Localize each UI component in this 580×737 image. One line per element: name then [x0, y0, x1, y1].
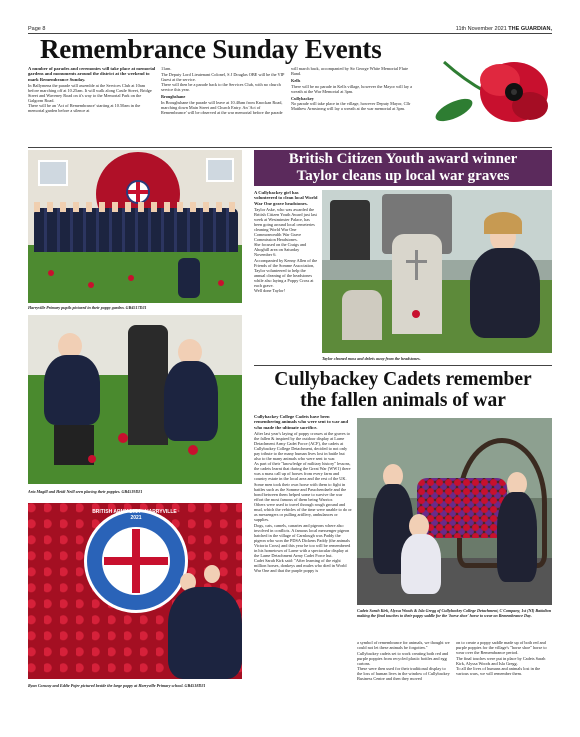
remembrance-col-2: [161, 66, 286, 144]
cadets-paragraph: on to create a poppy saddle made up of both red and purple poppies for the village's "horse shoe" horse to wear over the Remembrance period.: [456, 640, 547, 655]
wreath-lettering: BRITISH ARMY 1914 · HARRYVILLE · 2021: [92, 509, 180, 521]
cadets-paragraph: Some men took their own horse with them to fight in battles such as the Somme and Passchendaele and the bond between them helped some to survive the war effort the most famous of them being Warrior.: [254, 481, 347, 502]
remembrance-paragraph: There will be no parade in Kells village, however the Mayor will lay a wreath at the War Memorial at 3pm.: [291, 83, 412, 94]
subhead-cullybackey: Cullybackey: [291, 95, 314, 101]
photo-cadets-saddle: [357, 418, 552, 605]
cadets-paragraph: To all the lives of humans and animals lost in the various wars, we will remember them.: [456, 666, 541, 676]
section-rule: [254, 365, 552, 366]
taylor-headline-line1: British Citizen Youth award winner: [288, 151, 518, 167]
pupil-uniform: [164, 361, 218, 441]
cadets-headline-line1: Cullybackey Cadets remember: [274, 369, 532, 390]
page-header-right: [456, 26, 552, 32]
cadet-uniform: [401, 534, 441, 594]
cadets-paragraph: Dogs, cats, camels, canaries and pigeons where also involved in conflicts. A famous local messenger pigeon hatched in the village of Carnlough was Paddy the pigeon who won the PDSA Dickens Paddy (the animals Victoria Cross) and this year he too will be remembered in his hometown of Larne with a spectacular display at the Larne Detachment Army Cadet Force hut.: [254, 522, 351, 558]
remembrance-paragraph: There will be an 'Act of Remembrance' starting at 10.50am in the memorial garden before a silence at: [28, 103, 141, 114]
remembrance-lead: A number of parades and ceremonies will take place at memorial gardens and monuments around the district at the weekend to mark Remembrance Sunday.: [28, 66, 156, 82]
remembrance-paragraph: In Broughshane the parade will leave at 10.40am from Knockan Road, marching down Main Street and Church Entry. An 'Act of Remembrance' will be observed at the war memorial before the parade: [161, 99, 283, 115]
photo-large-poppy: [28, 503, 242, 679]
remembrance-paragraph: There will then be a parade back to the Services Club, with no church service this year.: [161, 82, 281, 92]
taylor-headline-line2: Taylor cleans up local war graves: [296, 168, 510, 184]
cadets-col-2: [357, 640, 451, 720]
remembrance-col-3: [291, 66, 417, 144]
remembrance-paragraph: 11am.: [161, 66, 172, 71]
masthead-name: THE GUARDIAN,: [508, 26, 552, 32]
remembrance-col-1: [28, 66, 156, 144]
photo-poppy-garden: [28, 150, 242, 303]
pupils-uniform: [168, 587, 242, 679]
subhead-broughshane: Broughshane: [161, 94, 186, 99]
section-rule: [28, 147, 552, 148]
issue-date: 11th November 2021: [455, 26, 507, 32]
remembrance-paragraph: The Deputy Lord Lieutenant Colonel, S J Douglas OBE will be the VIP Guest at the service.: [161, 71, 285, 82]
cadets-col-3: [456, 640, 552, 720]
cadets-paragraph: As part of their "knowledge of military history" lessons, the cadets learnt that during the Great War (WW1) there was a mass call up of horses from every farm and country estate in the local area and the rest of the UK.: [254, 461, 351, 482]
photo-aria-heidi: [28, 315, 242, 484]
cadets-paragraph: Cadet Sarah Kirk said: "After learning of the eight million horses, donkeys and mules who died in World War One and that the purple poppy is: [254, 558, 347, 574]
boy-face: [204, 565, 220, 583]
cadets-paragraph: After last year's laying of poppy crosses at the graves to the fallen & inspired by the outdoor display at Larne Detachment Army Cadet Force (ACF), the cadets at Cullybackey College Detachment, decided to not only pay tribute to the many human lives lost in battle but also to the many animals who were sent to war.: [254, 430, 350, 461]
poppy-saddle: [417, 478, 507, 538]
poppy-illustration: [424, 40, 552, 140]
cadets-lead: Cullybackey College Cadets have been remembering animals who were sent to war and who made the ultimate sacrifice.: [254, 414, 349, 430]
group-of-pupils: [34, 208, 238, 252]
cadets-headline: [254, 369, 552, 411]
subhead-kells: Kells: [291, 78, 301, 83]
remembrance-paragraph: No parade will take place in the village, however Deputy Mayor, Cllr Matthew Armstrong will lay a wreath at the war memorial at 3pm.: [291, 101, 411, 111]
remembrance-paragraph: will march back, accompanied by Sir George White Memorial Flute Band.: [291, 66, 409, 76]
taylor-lead: A Cullybackey girl has volunteered to clean local World War One grave headstones.: [254, 190, 318, 206]
taylor-headline-banner: [254, 150, 552, 186]
taylor-paragraph: Taylor Aske, who was awarded the British Citizen Youth Award just last week at Westminster Palace, has been going around local cemeteries cleaning World War One Commonwealth War Grave Commission Headstones.: [254, 206, 317, 242]
taylor-jacket: [470, 248, 540, 338]
caption-poppy-garden: Harryville Primary pupils pictured in their poppy garden. GB4517D21: [28, 305, 147, 310]
taylor-body: [254, 190, 318, 362]
cadets-paragraph: a symbol of remembrance for animals, we thought we could not let these animals be forgotten.": [357, 640, 450, 650]
cadets-headline-line2: the fallen animals of war: [300, 390, 506, 411]
soldier-silhouette: [128, 325, 168, 445]
remembrance-paragraph: In Ballymena the parade will assemble at the Services Club at 10am before marching off at 10.25am. It will walk along Castle Street, Bridge Street and Waveney Road on it's way to the Memorial Park on the Galgorm Road.: [28, 82, 152, 103]
cadets-paragraph: Cullybackey cadets set to work creating both red and purple poppies from recycled plastic bottles and egg cartons.: [357, 650, 449, 666]
pupil-uniform: [44, 355, 100, 425]
poppy-drawing: [424, 40, 552, 140]
cadet-uniform: [497, 492, 537, 582]
photo-taylor-graves: [322, 190, 552, 353]
cleaned-headstone: [392, 234, 442, 334]
caption-large-poppy: Ryan Conway and Eddie Pojer pictured beside the large poppy at Harryville Primary school. GB4518D21: [28, 683, 206, 688]
grass: [28, 245, 242, 303]
cadets-paragraph: Others were used to travel through rough ground and mud, which the vehicles of the time were unable to do or as messengers or pulling artillery, ambulances or supplies.: [254, 502, 352, 523]
caption-cadets: Cadets Sarah Kirk, Alyssa Woods & Isla Gregg of Cullybackey College Detachment, C Company, 1st (NI) Battalion making the final touches to their poppy saddle for the 'horse shoe' horse to wear on Remembrance Day.: [357, 608, 552, 618]
page-number: Page 8: [28, 26, 46, 32]
caption-taylor: Taylor cleaned moss and debris away from the headstones.: [322, 356, 421, 361]
taylor-paragraph: She focused on the Craigs and Ahoghill area on Saturday November 6.: [254, 242, 307, 258]
taylor-paragraph: Accompanied by Kenny Allen of the Friends of the Somme Association, Taylor volunteered to help the annual cleaning of the headstones while also laying a Poppy Cross at each grave.: [254, 257, 318, 288]
dark-headstone: [330, 200, 370, 260]
caption-aria-heidi: Aria Magill and Heidi Neill seen placing their poppies. GB4519D21: [28, 489, 143, 494]
cadets-paragraph: The final touches were put in place by Cadets Sarah Kirk, Alyssa Woods and Isla Gregg.: [456, 655, 546, 666]
remembrance-headline: Remembrance Sunday Events: [40, 34, 382, 64]
cadets-col-1: [254, 414, 352, 714]
taylor-paragraph: Well done Taylor!: [254, 288, 286, 294]
cadets-paragraph: These were then used for their traditional display to the loss of human lives in the window of Cullybackey Business Centre and then they moved: [357, 666, 450, 681]
